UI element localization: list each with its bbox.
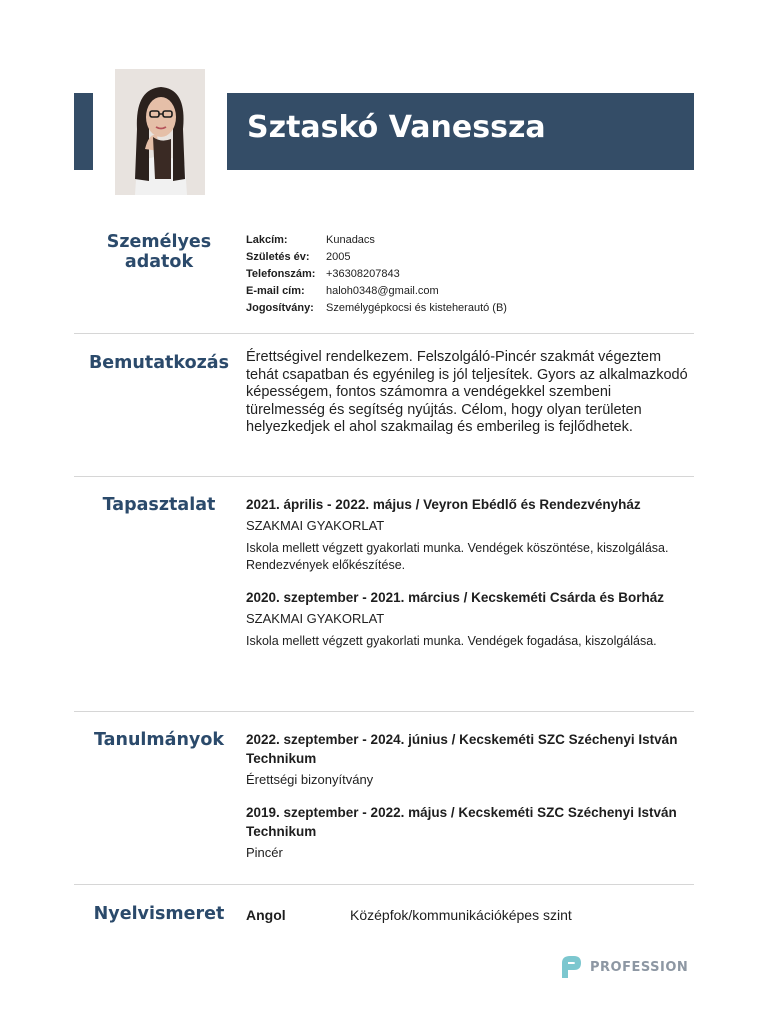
- detail-value: Kunadacs: [326, 234, 375, 246]
- detail-row: [246, 266, 694, 283]
- entry-subtitle: SZAKMAI GYAKORLAT: [246, 518, 385, 533]
- candidate-name: Sztaskó Vanessza: [247, 110, 546, 145]
- education-entry: [246, 803, 694, 862]
- detail-key: Lakcím:: [246, 234, 288, 246]
- detail-key: E-mail cím:: [246, 285, 305, 297]
- detail-value: haloh0348@gmail.com: [326, 285, 439, 297]
- experience-entry: [246, 588, 694, 650]
- education-list: [246, 730, 694, 876]
- profession-logo-icon: [558, 954, 584, 980]
- name-banner: [227, 93, 694, 170]
- experience-list: [246, 495, 694, 664]
- languages-list: [246, 905, 694, 925]
- section-title-education: Tanulmányok: [94, 730, 224, 750]
- entry-description: Iskola mellett végzett gyakorlati munka. Vendégek köszöntése, kiszolgálása. Rendezvények előkészítése.: [246, 541, 669, 572]
- detail-value: +36308207843: [326, 268, 400, 280]
- entry-title: 2020. szeptember - 2021. március / Kecskeméti Csárda és Borház: [246, 590, 664, 605]
- language-name: Angol: [246, 907, 286, 923]
- section-title-personal: Személyes adatok: [106, 232, 212, 272]
- entry-title: 2019. szeptember - 2022. május / Kecskeméti SZC Széchenyi István Technikum: [246, 805, 677, 839]
- section-title-intro: Bemutatkozás: [88, 353, 230, 373]
- detail-key: Jogosítvány:: [246, 302, 314, 314]
- accent-bar: [74, 93, 93, 170]
- experience-entry: [246, 495, 694, 574]
- detail-row: [246, 283, 694, 300]
- detail-row: [246, 232, 694, 249]
- section-divider: [74, 711, 694, 712]
- section-divider: [74, 884, 694, 885]
- entry-title: 2022. szeptember - 2024. június / Kecskeméti SZC Széchenyi István Technikum: [246, 732, 678, 766]
- detail-key: Telefonszám:: [246, 268, 316, 280]
- detail-row: [246, 249, 694, 266]
- entry-title: 2021. április - 2022. május / Veyron Ebédlő és Rendezvényház: [246, 497, 641, 512]
- section-title-languages: Nyelvismeret: [93, 904, 225, 924]
- section-divider: [74, 476, 694, 477]
- language-level: Középfok/kommunikációképes szint: [350, 907, 572, 923]
- entry-description: Iskola mellett végzett gyakorlati munka. Vendégek fogadása, kiszolgálása.: [246, 634, 657, 648]
- logo-text: PROFESSION: [590, 959, 689, 975]
- detail-row: [246, 300, 694, 317]
- entry-subtitle: Érettségi bizonyítvány: [246, 772, 374, 787]
- intro-text: Érettségivel rendelkezem. Felszolgáló-Pincér szakmát végeztem tehát csapatban és egyénileg is jól teljesítek. Gyors az alkalmazkodó képességem, fontos számomra a vendégekkel szembeni türelmesség és segítség nyújtás. Célom, hogy olyan területen helyezkedjek el ahol szakmailag és emberileg is fejlődhetek.: [246, 349, 688, 435]
- education-entry: [246, 730, 694, 789]
- personal-details: [246, 232, 694, 317]
- detail-key: Születés év:: [246, 251, 310, 263]
- profile-photo: [115, 69, 205, 195]
- profession-logo: [558, 954, 688, 980]
- detail-value: Személygépkocsi és kisteherautó (B): [326, 302, 507, 314]
- language-row: [246, 905, 694, 925]
- entry-subtitle: SZAKMAI GYAKORLAT: [246, 611, 385, 626]
- detail-value: 2005: [326, 251, 351, 263]
- section-title-experience: Tapasztalat: [102, 495, 216, 515]
- section-divider: [74, 333, 694, 334]
- entry-subtitle: Pincér: [246, 845, 283, 860]
